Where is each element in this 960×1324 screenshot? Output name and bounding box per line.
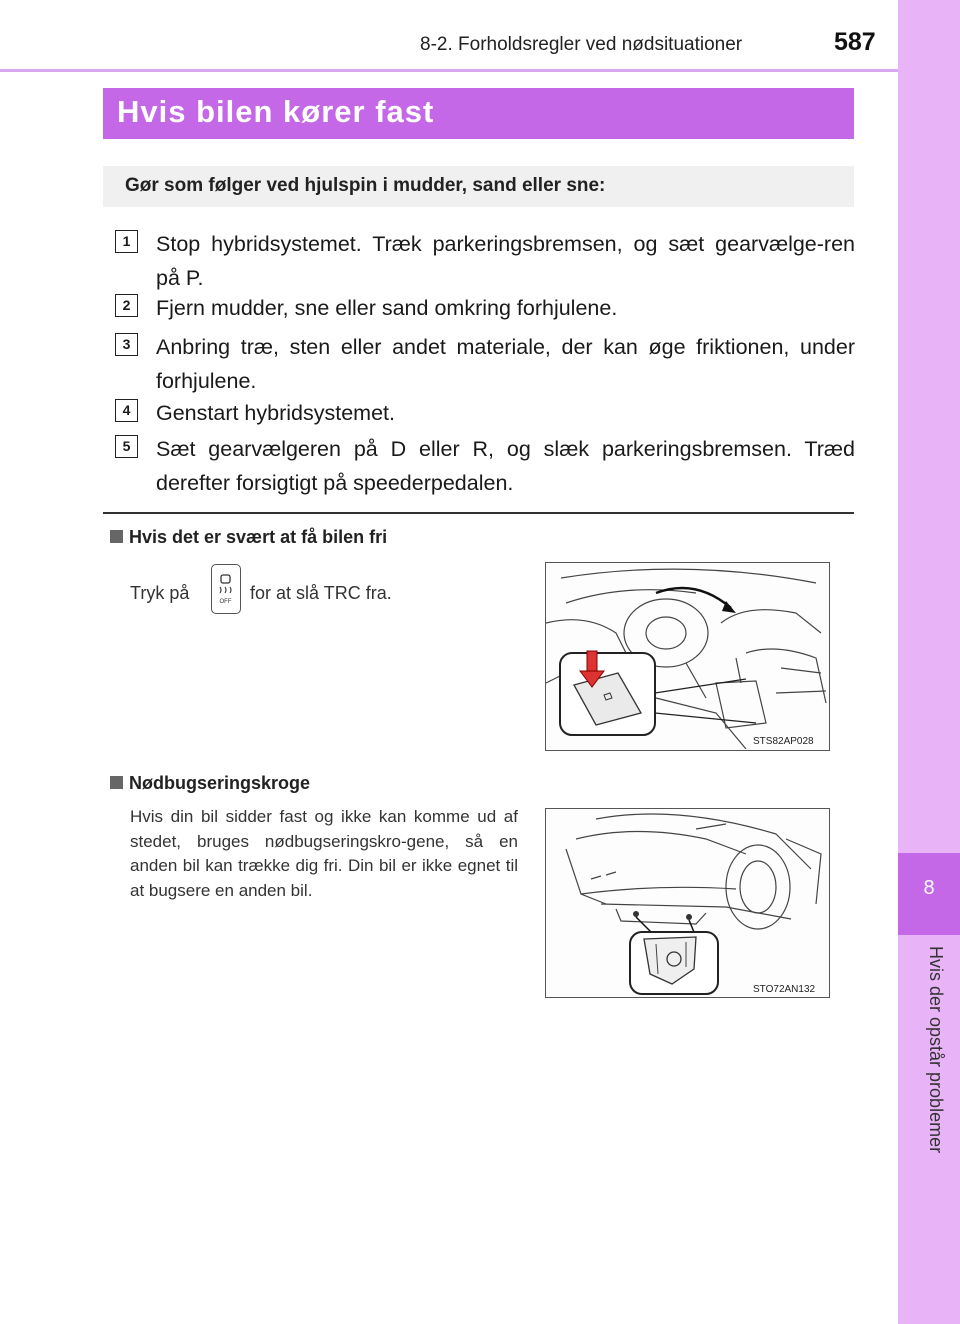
towing-hook-illustration	[545, 808, 830, 998]
hooks-description: Hvis din bil sidder fast og ikke kan komme ud af stedet, bruges nødbugseringskro-gene, så en anden bil kan trække dig fri. Din bil er ikke egnet til at bugsere en anden bil.	[130, 807, 518, 900]
trc-heading-text: Hvis det er svært at få bilen fri	[129, 527, 388, 547]
chapter-number: 8	[923, 877, 935, 899]
hooks-heading-text: Nødbugseringskroge	[129, 773, 311, 793]
skid-car-icon	[212, 565, 239, 612]
trc-figure-code: STS82AP028	[753, 736, 814, 747]
section-divider	[103, 512, 854, 514]
header-divider	[0, 69, 898, 72]
title-banner	[103, 88, 854, 139]
step-number: 2	[115, 294, 138, 317]
step-text: Fjern mudder, sne eller sand omkring forhjulene.	[156, 296, 618, 320]
step-text: Sæt gearvælgeren på D eller R, og slæk parkeringsbremsen. Træd derefter forsigtigt på speederpedalen.	[156, 437, 855, 495]
trc-off-button-icon	[211, 564, 241, 614]
trc-section-heading	[110, 527, 387, 548]
subtitle: Gør som følger ved hjulspin i mudder, sand eller sne:	[125, 175, 606, 196]
hooks-section-heading	[110, 773, 310, 794]
step-text: Anbring træ, sten eller andet materiale, der kan øge friktionen, under forhjulene.	[156, 335, 855, 393]
trc-switch-illustration	[545, 562, 830, 751]
off-label: OFF	[219, 599, 232, 605]
page-number: 587	[834, 28, 876, 56]
bullet-square-icon	[110, 776, 123, 789]
car-underside-illustration	[546, 809, 828, 996]
hooks-figure-code: STO72AN132	[753, 984, 816, 995]
section-header: 8-2. Forholdsregler ved nødsituationer	[420, 34, 743, 55]
page-title: Hvis bilen kører fast	[117, 94, 435, 129]
step-number: 4	[115, 399, 138, 422]
step-text: Genstart hybridsystemet.	[156, 401, 395, 425]
step-number: 3	[115, 333, 138, 356]
bullet-square-icon	[110, 530, 123, 543]
trc-text-after: for at slå TRC fra.	[250, 583, 392, 603]
subtitle-banner	[103, 166, 854, 207]
chapter-title: Hvis der opstår problemer	[926, 946, 946, 1154]
step-number: 5	[115, 435, 138, 458]
step-number: 1	[115, 230, 138, 253]
trc-text-before: Tryk på	[130, 583, 190, 603]
step-text: Stop hybridsystemet. Træk parkeringsbremsen, og sæt gearvælge-ren på P.	[156, 232, 855, 290]
dashboard-illustration	[546, 563, 828, 749]
